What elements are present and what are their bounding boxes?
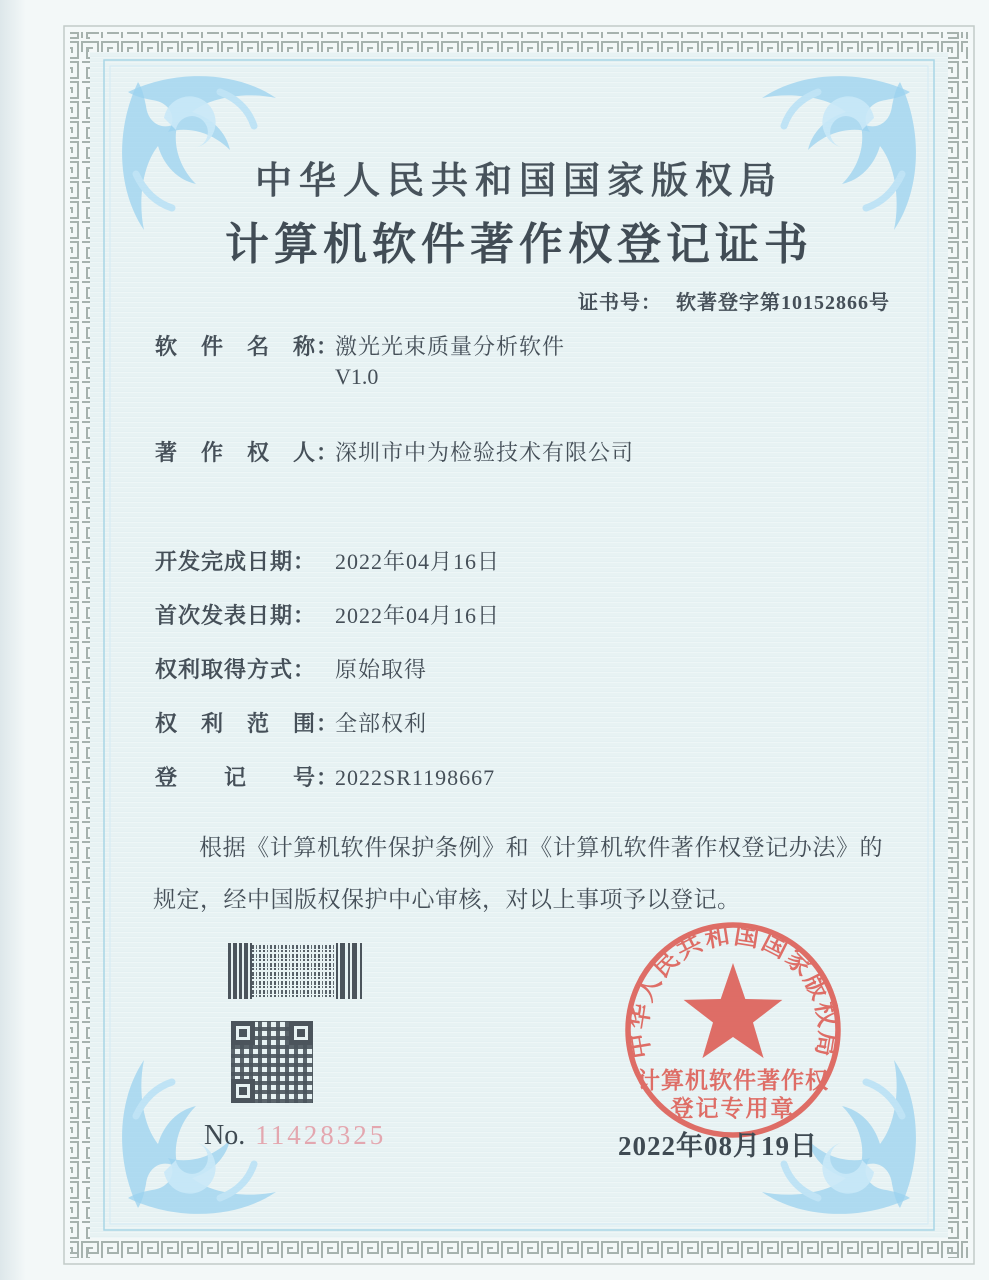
field-first-publish-date — [155, 599, 500, 630]
field-label: 软 件 名 称： — [155, 334, 340, 359]
certificate-number-label: 证书号： — [578, 292, 662, 314]
qr-finder-icon — [231, 1021, 255, 1045]
certificate-number-value: 软著登字第10152866号 — [676, 292, 890, 314]
qr-finder-icon — [231, 1079, 255, 1103]
barcode-image — [228, 943, 364, 999]
seal-text-line1: 计算机软件著作权 — [637, 1068, 829, 1093]
field-registration-number — [155, 761, 495, 792]
issuing-authority-title: 中华人民共和国国家版权局 — [255, 161, 783, 202]
certificate-title: 计算机软件著作权登记证书 — [225, 220, 813, 269]
field-development-complete-date — [155, 545, 500, 576]
field-label: 开发完成日期： — [155, 549, 317, 574]
certificate-number-line — [90, 286, 890, 315]
field-label: 首次发表日期： — [155, 603, 317, 628]
barcode-right-bars — [336, 943, 364, 999]
serial-number-line — [204, 1120, 386, 1152]
registration-statement: 根据《计算机软件保护条例》和《计算机软件著作权登记办法》的规定，经中国版权保护中心审核，对以上事项予以登记。 — [153, 835, 883, 912]
field-label: 权 利 范 围： — [155, 711, 340, 736]
serial-number: 11428325 — [255, 1120, 387, 1150]
field-label: 权利取得方式： — [155, 657, 317, 682]
field-rights-scope — [155, 707, 427, 738]
field-value: 全部权利 — [335, 711, 428, 736]
field-value: 深圳市中为检验技术有限公司 — [335, 440, 635, 465]
barcode-2d-section — [252, 943, 336, 999]
seal-ring-text: 中华人民共和国国家版权局 — [625, 922, 841, 1061]
qr-code-image — [231, 1021, 313, 1103]
field-label: 登 记 号： — [155, 765, 340, 790]
field-value: 2022年04月16日 — [335, 603, 501, 628]
seal-text-line2: 登记专用章 — [670, 1096, 796, 1121]
field-rights-acquisition — [155, 653, 427, 684]
field-copyright-owner — [155, 436, 634, 467]
qr-finder-icon — [289, 1021, 313, 1045]
field-value: 原始取得 — [335, 657, 428, 682]
field-value: 2022SR1198667 — [335, 765, 496, 790]
field-value: 激光光束质量分析软件 — [335, 334, 566, 359]
field-software-name — [155, 330, 565, 361]
field-value: 2022年04月16日 — [335, 549, 501, 574]
barcode-left-bars — [228, 943, 252, 999]
star-icon — [684, 963, 783, 1058]
serial-prefix: No. — [204, 1120, 246, 1151]
software-version: V1.0 — [335, 364, 379, 389]
field-label: 著 作 权 人： — [155, 440, 340, 465]
registration-date: 2022年08月19日 — [618, 1131, 818, 1161]
